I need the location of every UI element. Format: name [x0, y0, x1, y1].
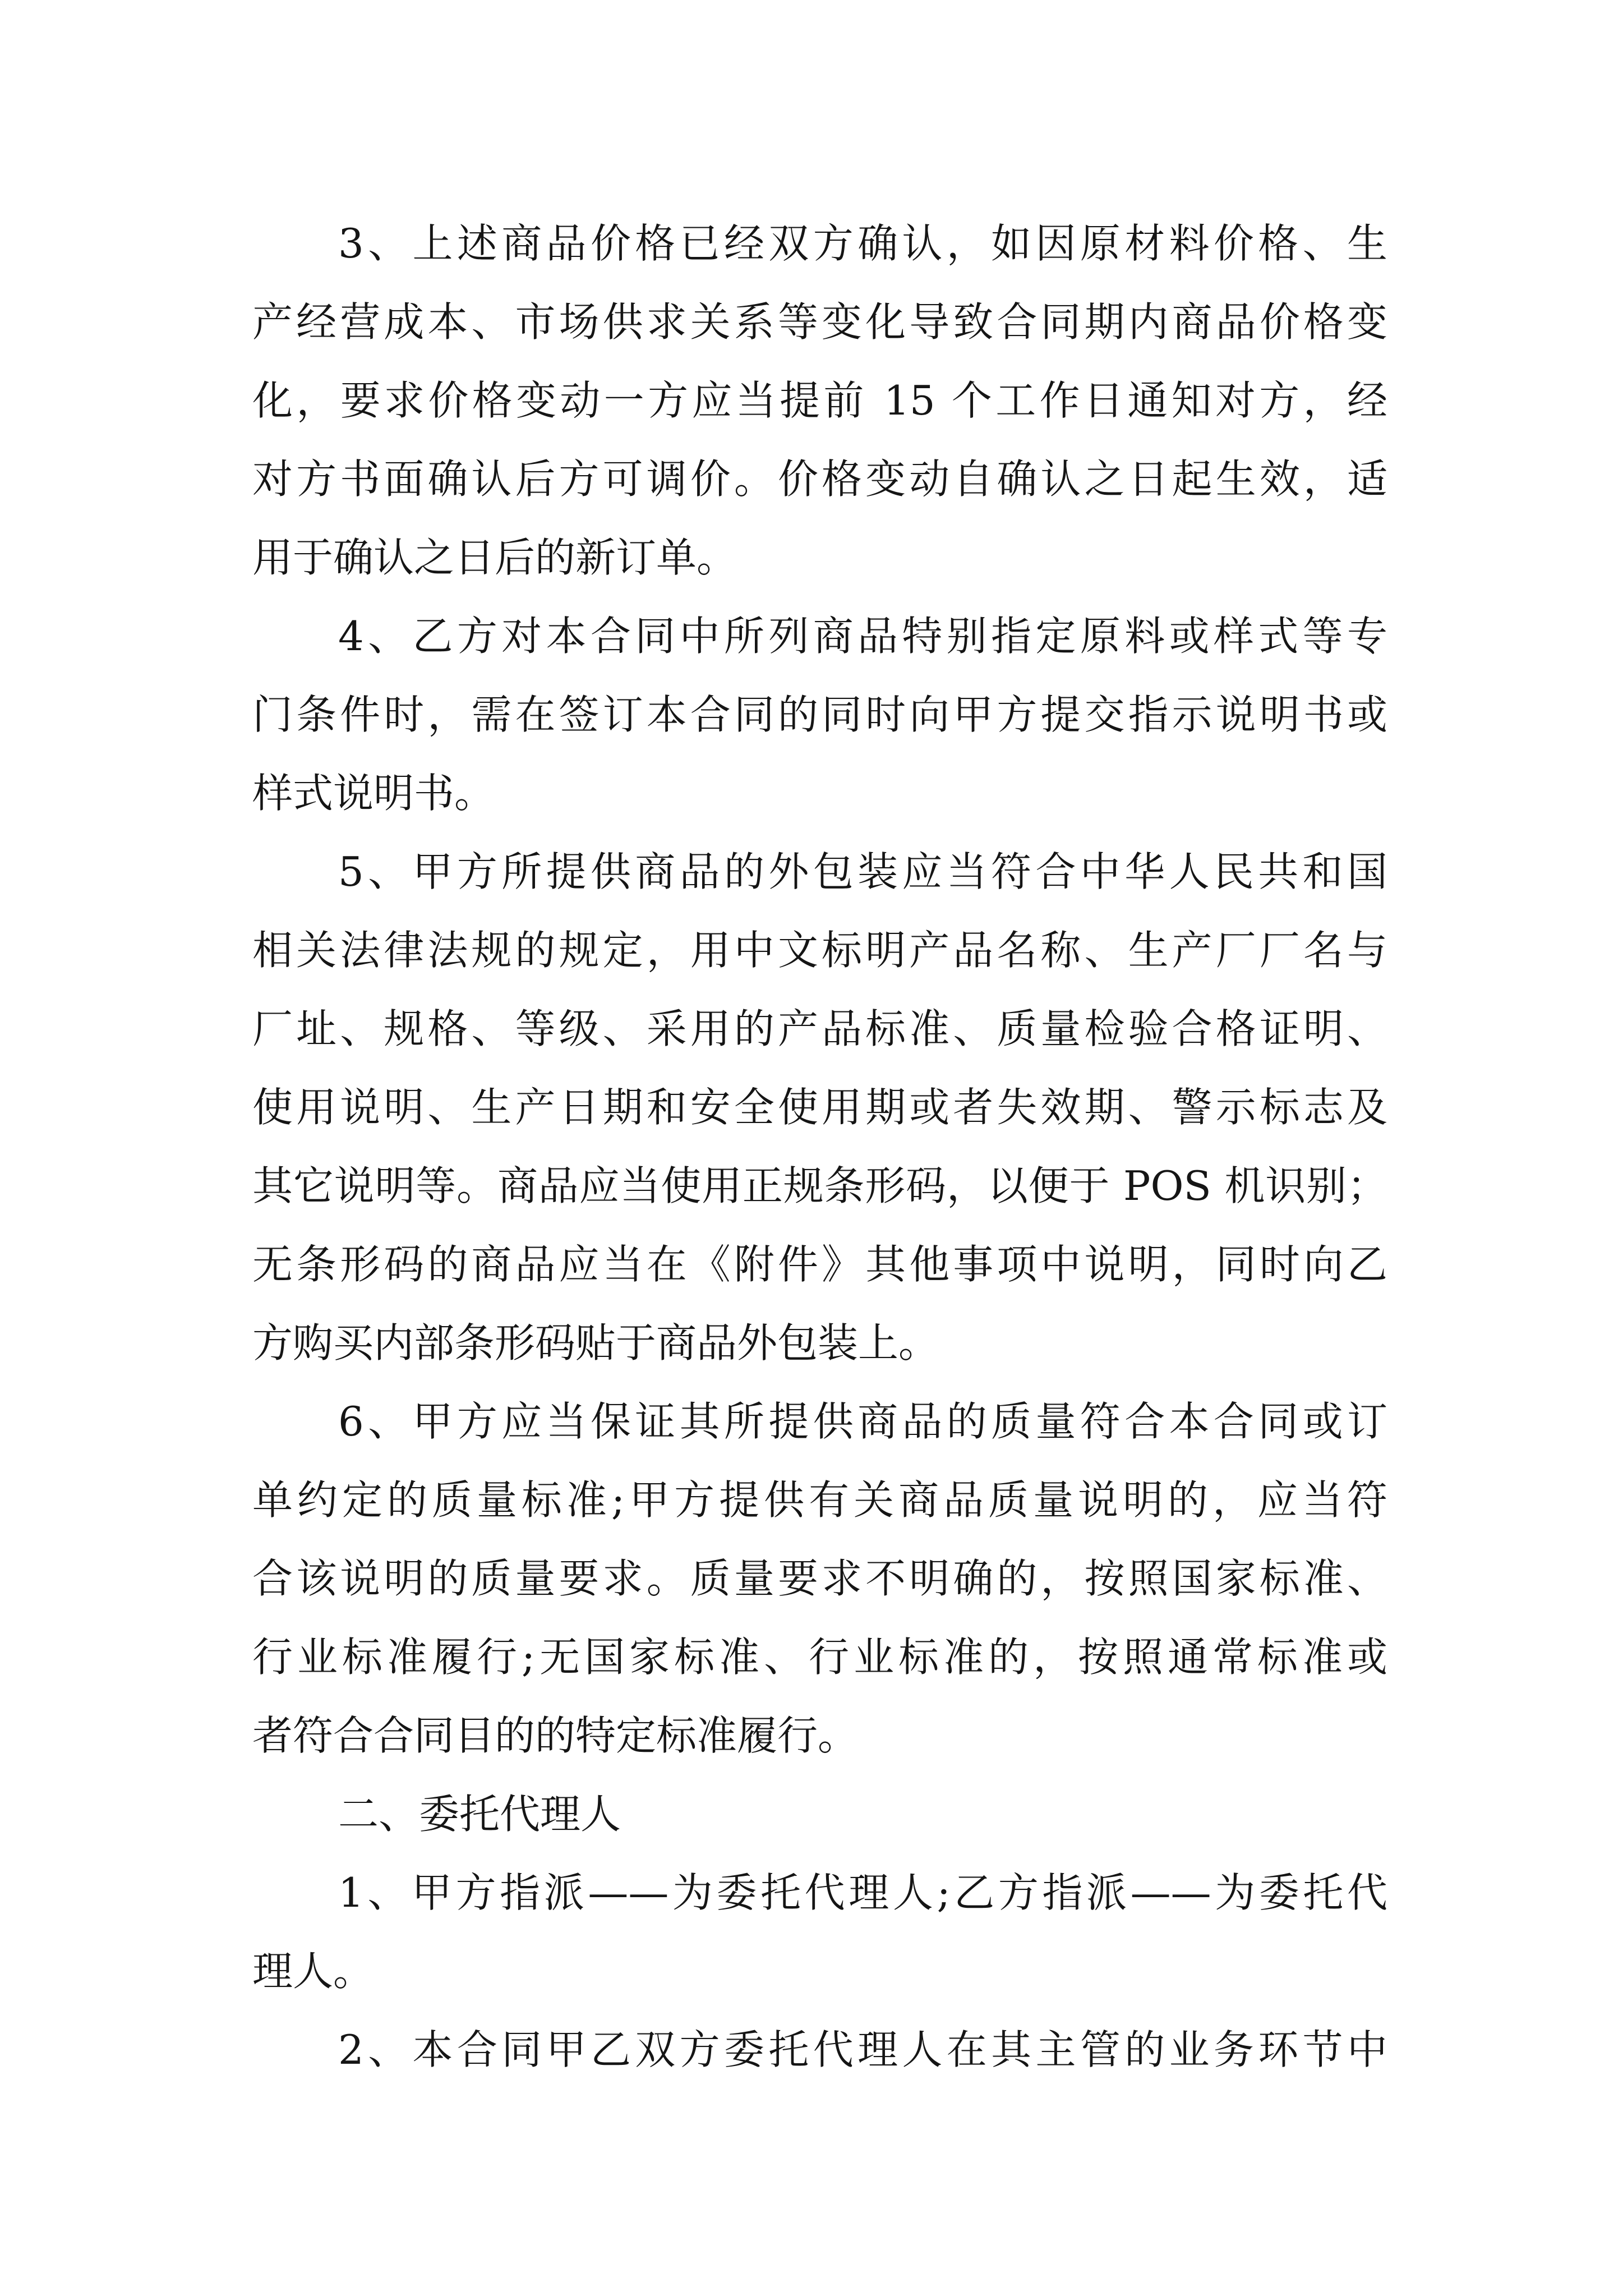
- section-heading: [252, 1775, 1387, 1853]
- text-line: 化，要求价格变动一方应当提前 15 个工作日通知对方，经: [252, 377, 1387, 424]
- text-line: 相关法律法规的规定，用中文标明产品名称、生产厂厂名与: [252, 927, 1387, 974]
- paragraph-clause-6: [252, 1382, 1387, 1775]
- paragraph-clause-4: [252, 597, 1387, 832]
- text-line: 4、乙方对本合同中所列商品特别指定原料或样式等专: [338, 613, 1387, 660]
- text-line: 1、甲方指派——为委托代理人;乙方指派——为委托代: [338, 1869, 1387, 1916]
- text-line: 门条件时，需在签订本合同的同时向甲方提交指示说明书或: [252, 691, 1387, 738]
- text-line: 理人。: [252, 1948, 374, 1995]
- text-line: 用于确认之日后的新订单。: [252, 534, 737, 581]
- text-line: 对方书面确认后方可调价。价格变动自确认之日起生效，适: [252, 455, 1387, 503]
- text-line: 3、上述商品价格已经双方确认，如因原材料价格、生: [338, 220, 1387, 267]
- text-line: 样式说明书。: [252, 770, 495, 817]
- document-body: [252, 204, 1387, 2089]
- text-line: 单约定的质量标准;甲方提供有关商品质量说明的，应当符: [252, 1476, 1387, 1524]
- paragraph-clause-3: [252, 204, 1387, 597]
- text-line: 2、本合同甲乙双方委托代理人在其主管的业务环节中: [338, 2026, 1387, 2073]
- text-line: 5、甲方所提供商品的外包装应当符合中华人民共和国: [338, 848, 1387, 895]
- paragraph-agent-1: [252, 1853, 1387, 2010]
- text-line: 合该说明的质量要求。质量要求不明确的，按照国家标准、: [252, 1555, 1387, 1602]
- text-line: 厂址、规格、等级、采用的产品标准、质量检验合格证明、: [252, 1005, 1387, 1052]
- text-line: 者符合合同目的的特定标准履行。: [252, 1712, 859, 1759]
- paragraph-clause-5: [252, 832, 1387, 1382]
- text-line: 行业标准履行;无国家标准、行业标准的，按照通常标准或: [252, 1634, 1387, 1681]
- text-line: 6、甲方应当保证其所提供商品的质量符合本合同或订: [338, 1398, 1387, 1445]
- text-line: 其它说明等。商品应当使用正规条形码，以便于 POS 机识别；: [252, 1162, 1387, 1209]
- section-heading-text: 二、委托代理人: [338, 1791, 621, 1838]
- paragraph-agent-2: [252, 2010, 1387, 2089]
- text-line: 使用说明、生产日期和安全使用期或者失效期、警示标志及: [252, 1084, 1387, 1131]
- text-line: 产经营成本、市场供求关系等变化导致合同期内商品价格变: [252, 298, 1387, 346]
- text-line: 方购买内部条形码贴于商品外包装上。: [252, 1319, 939, 1366]
- text-line: 无条形码的商品应当在《附件》其他事项中说明，同时向乙: [252, 1241, 1387, 1288]
